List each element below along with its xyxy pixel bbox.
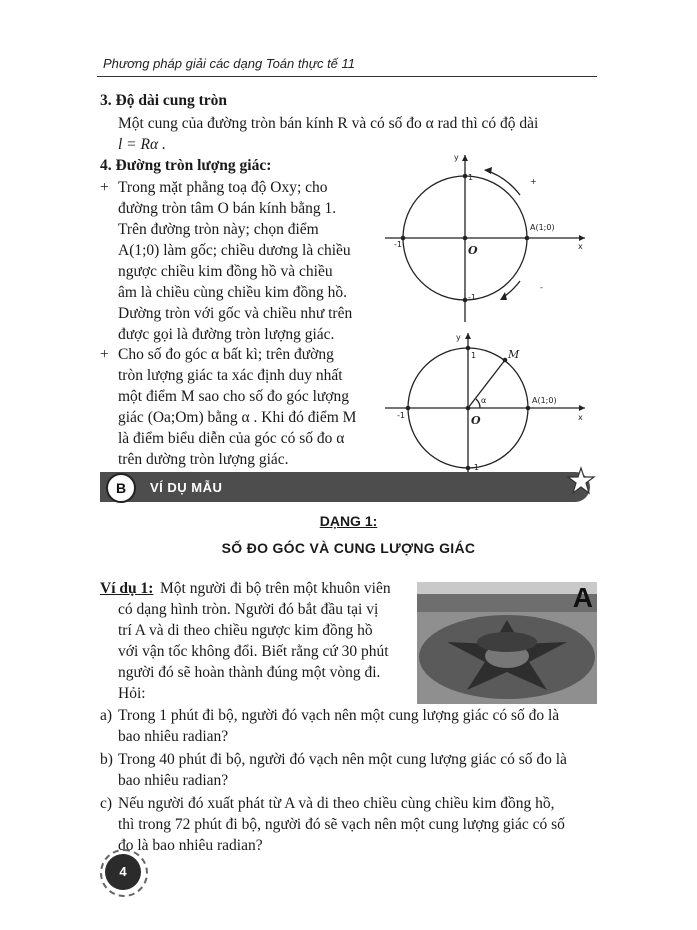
- x-axis-label-2: x: [578, 413, 583, 422]
- paragraph-1-line: Trong mặt phẳng toạ độ Oxy; cho: [118, 179, 328, 196]
- example-intro-line: Một người đi bộ trên một khuôn viên: [160, 580, 391, 597]
- point-a-label-2: A(1;0): [532, 396, 557, 405]
- point-m-label: M: [508, 348, 520, 361]
- page-number: 4: [105, 854, 141, 890]
- paragraph-2-line: tròn lượng giác ta xác định duy nhất: [118, 367, 343, 384]
- question-mark: b): [100, 751, 113, 768]
- question-line: bao nhiêu radian?: [118, 772, 229, 789]
- section-3-line-1: Một cung của đường tròn bán kính R và có số đo α rad thì có độ dài: [118, 115, 539, 132]
- example-intro-line: có dạng hình tròn. Người đó bắt đầu tại vị: [118, 601, 379, 618]
- origin-label-2: O: [471, 414, 481, 427]
- arrowhead-negative: [500, 292, 507, 300]
- question-line: Trong 1 phút đi bộ, người đó vạch nên một cung lượng giác có số đo là: [118, 707, 560, 724]
- paragraph-1-line: ngược chiều kim đồng hồ và chiều: [118, 263, 333, 280]
- origin-label: O: [468, 244, 478, 257]
- bullet-1-mark: +: [100, 179, 109, 196]
- header-divider: [97, 76, 597, 77]
- x-axis-arrowhead: [579, 235, 585, 241]
- paragraph-2-line: Cho số đo góc α bất kì; trên đường: [118, 346, 334, 363]
- y-axis-label: y: [454, 153, 459, 162]
- question-line: bao nhiêu radian?: [118, 728, 229, 745]
- bullet-2-mark: +: [100, 346, 109, 363]
- running-header: Phương pháp giải các dạng Toán thực tế 11: [103, 56, 356, 71]
- tick-top-2: 1: [471, 351, 477, 360]
- dang-title: SỐ ĐO GÓC VÀ CUNG LƯỢNG GIÁC: [221, 540, 476, 556]
- angle-label: α: [481, 396, 487, 405]
- tick-top: 1: [468, 173, 474, 182]
- paragraph-1-line: Trên đường tròn này; chọn điểm: [118, 221, 319, 238]
- plus-label: +: [530, 177, 537, 186]
- paragraph-1-line: Dường tròn với gốc và chiều như trên: [118, 305, 353, 322]
- question-line: Nếu người đó xuất phát từ A và di theo chiều cùng chiều kim đồng hồ,: [118, 795, 555, 812]
- paragraph-1-line: âm là chiều cùng chiều kim đồng hồ.: [118, 284, 347, 301]
- positive-direction-arrow: [485, 170, 520, 195]
- paragraph-1-line: A(1;0) làm gốc; chiều dương là chiều: [118, 242, 351, 259]
- question-line: thì trong 72 phút đi bộ, người đó sẽ vạch nên một cung lượng giác có số: [118, 816, 565, 833]
- section-4-title: 4. Đường tròn lượng giác:: [100, 157, 272, 174]
- star-ornament-icon: [566, 466, 596, 496]
- paragraph-2-line: giác (Oa;Om) bằng α . Khi đó điểm M: [118, 409, 357, 426]
- y-axis-label-2: y: [456, 333, 461, 342]
- y-axis-arrowhead: [462, 155, 468, 161]
- arrowhead-positive: [484, 167, 492, 174]
- example-intro-line: trí A và di theo chiều ngược kim đồng hồ: [118, 622, 373, 639]
- question-line: Trong 40 phút đi bộ, người đó vạch nên một cung lượng giác có số đo là: [118, 751, 567, 768]
- tick-left-2: -1: [397, 411, 405, 420]
- photo-label: A: [572, 582, 593, 613]
- question-mark: c): [100, 795, 113, 812]
- paragraph-2-line: một điểm M sao cho số đo góc lượng: [118, 388, 349, 405]
- section-badge: B: [106, 473, 136, 503]
- question-mark: a): [100, 707, 113, 724]
- point-m-diagram: [380, 330, 595, 478]
- example-intro-line: người đó sẽ hoàn thành đúng một vòng đi.: [118, 664, 381, 681]
- paragraph-1-line: đường tròn tâm O bán kính bằng 1.: [118, 200, 337, 217]
- x-axis-label: x: [578, 242, 583, 251]
- tick-bottom: -1: [468, 293, 476, 302]
- park-photo: [417, 582, 597, 704]
- paragraph-1-line: được gọi là đường tròn lượng giác.: [118, 326, 335, 343]
- paragraph-2-line: là điểm biểu diễn của góc có số đo α: [118, 430, 345, 447]
- section-3-formula: l = Rα .: [118, 136, 166, 153]
- example-intro-line: với vận tốc không đổi. Biết rằng cứ 30 phút: [118, 643, 389, 660]
- radius-om: [468, 360, 505, 408]
- point-a-label: A(1;0): [530, 223, 555, 232]
- dang-label: DẠNG 1:: [319, 513, 378, 529]
- paragraph-2-line: trên dường tròn lượng giác.: [118, 451, 289, 468]
- tick-left: -1: [394, 240, 402, 249]
- section-bar-title: VÍ DỤ MẪU: [150, 480, 223, 495]
- minus-label: -: [540, 283, 543, 292]
- section-3-title: 3. Độ dài cung tròn: [100, 92, 228, 109]
- question-line: đo là bao nhiêu radian?: [118, 837, 263, 854]
- example-intro-line: Hỏi:: [118, 685, 146, 702]
- unit-circle-diagram: [380, 150, 595, 325]
- tick-bottom-2: -1: [471, 463, 479, 472]
- example-label: Ví dụ 1:: [100, 580, 154, 597]
